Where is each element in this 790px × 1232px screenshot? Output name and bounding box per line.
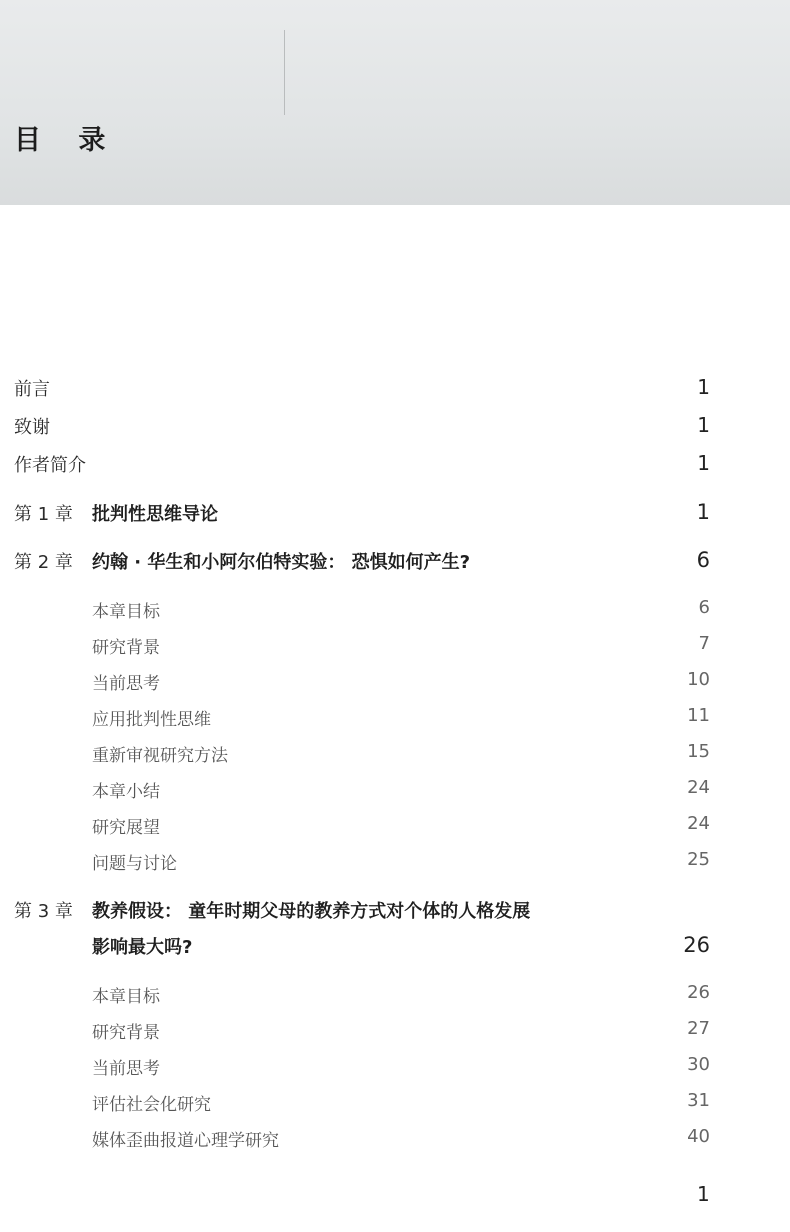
section-label: 本章目标 bbox=[92, 602, 160, 622]
toc-entry-label: 致谢 bbox=[14, 417, 50, 438]
chapter-number: 第 3 章 bbox=[14, 901, 73, 922]
chapter-page: 1 bbox=[696, 500, 710, 524]
page-fold-line bbox=[284, 30, 285, 115]
chapter-number: 第 2 章 bbox=[14, 552, 73, 573]
section-label: 本章小结 bbox=[92, 782, 160, 802]
toc-entry-label: 作者简介 bbox=[14, 455, 86, 476]
section-label: 问题与讨论 bbox=[92, 854, 177, 874]
chapter-number: 第 1 章 bbox=[14, 504, 73, 525]
chapter-title: 约翰 · 华生和小阿尔伯特实验： 恐惧如何产生? bbox=[92, 552, 471, 573]
section-label: 重新审视研究方法 bbox=[92, 746, 228, 766]
section-page: 40 bbox=[687, 1126, 710, 1147]
chapter-page: 6 bbox=[696, 548, 710, 572]
section-page: 7 bbox=[698, 633, 710, 654]
toc-entry-page: 1 bbox=[697, 413, 710, 437]
section-page: 26 bbox=[687, 982, 710, 1003]
section-page: 27 bbox=[687, 1018, 710, 1039]
section-label: 应用批判性思维 bbox=[92, 710, 211, 730]
section-label: 本章目标 bbox=[92, 987, 160, 1007]
section-label: 评估社会化研究 bbox=[92, 1095, 211, 1115]
section-page: 10 bbox=[687, 669, 710, 690]
chapter-title: 批判性思维导论 bbox=[92, 504, 218, 525]
section-page: 6 bbox=[698, 597, 710, 618]
section-page: 11 bbox=[687, 705, 710, 726]
section-page: 31 bbox=[687, 1090, 710, 1111]
header-photo-band bbox=[0, 0, 790, 205]
section-page: 15 bbox=[687, 741, 710, 762]
section-label: 媒体歪曲报道心理学研究 bbox=[92, 1131, 279, 1151]
page-number: 1 bbox=[697, 1182, 710, 1206]
section-page: 25 bbox=[687, 849, 710, 870]
toc-entry-label: 前言 bbox=[14, 379, 50, 400]
chapter-title-line-2: 影响最大吗? bbox=[92, 937, 193, 958]
section-label: 研究展望 bbox=[92, 818, 160, 838]
section-label: 研究背景 bbox=[92, 1023, 160, 1043]
toc-entry-page: 1 bbox=[697, 375, 710, 399]
section-label: 当前思考 bbox=[92, 1059, 160, 1079]
section-label: 研究背景 bbox=[92, 638, 160, 658]
section-page: 30 bbox=[687, 1054, 710, 1075]
section-page: 24 bbox=[687, 777, 710, 798]
toc-entry-page: 1 bbox=[697, 451, 710, 475]
section-label: 当前思考 bbox=[92, 674, 160, 694]
chapter-page: 26 bbox=[683, 933, 710, 957]
section-page: 24 bbox=[687, 813, 710, 834]
chapter-title-line-1: 教养假设： 童年时期父母的教养方式对个体的人格发展 bbox=[92, 901, 531, 922]
page-title: 目 录 bbox=[14, 125, 120, 156]
